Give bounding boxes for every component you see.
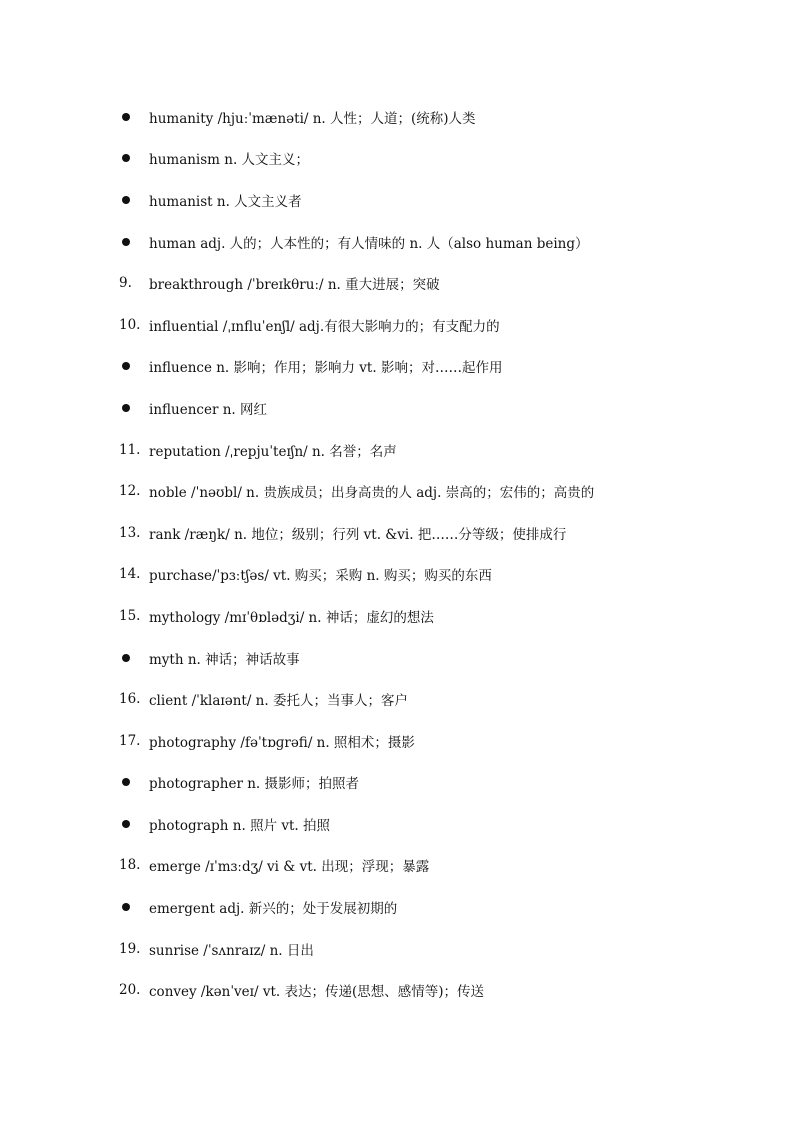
entry-number: 15. [119, 607, 141, 624]
bullet-icon [119, 113, 145, 121]
vocab-entry [0, 512, 794, 554]
entry-text: mythology /mɪˈθɒlədʒi/ n. 神话；虚幻的想法 [149, 609, 434, 626]
vocab-entry [0, 969, 794, 1011]
entry-number: 12. [119, 483, 141, 500]
bullet-dot-icon [122, 820, 130, 828]
vocab-entry [0, 928, 794, 970]
bullet-dot-icon [122, 238, 130, 246]
entry-text: client /ˈklaɪənt/ n. 委托人；当事人；客户 [149, 693, 408, 710]
vocab-entry [0, 845, 794, 887]
entry-text: humanity /hjuːˈmænəti/ n. 人性；人道；(统称)人类 [149, 110, 476, 127]
entry-text: influencer n. 网红 [149, 401, 267, 418]
entry-text: humanism n. 人文主义； [149, 152, 310, 169]
vocab-entry [0, 886, 794, 928]
vocab-entry [0, 179, 794, 221]
entry-number: 9. [119, 275, 132, 292]
entry-text: convey /kənˈveɪ/ vt. 表达；传递(思想、感情等)；传送 [149, 984, 484, 1001]
vocabulary-list [0, 96, 794, 1011]
vocab-entry [0, 595, 794, 637]
vocab-entry [0, 96, 794, 138]
entry-number: 19. [119, 940, 141, 957]
bullet-dot-icon [122, 654, 130, 662]
entry-number: 11. [119, 441, 141, 458]
entry-text: photographer n. 摄影师；拍照者 [149, 776, 360, 793]
vocab-entry [0, 762, 794, 804]
vocab-entry [0, 138, 794, 180]
vocab-entry [0, 678, 794, 720]
bullet-icon [119, 654, 145, 662]
entry-text: emerge /ɪˈmɜːdʒ/ vi & vt. 出现；浮现；暴露 [149, 859, 430, 876]
vocab-entry [0, 346, 794, 388]
vocab-entry [0, 554, 794, 596]
entry-text: photograph n. 照片 vt. 拍照 [149, 817, 330, 834]
entry-text: influence n. 影响；作用；影响力 vt. 影响；对……起作用 [149, 360, 503, 377]
vocab-entry [0, 429, 794, 471]
vocab-entry [0, 470, 794, 512]
bullet-dot-icon [122, 113, 130, 121]
entry-number: 16. [119, 691, 141, 708]
bullet-dot-icon [122, 196, 130, 204]
vocab-entry [0, 803, 794, 845]
entry-text: influential /ˌɪnfluˈenʃl/ adj.有很大影响力的；有支配力的 [149, 318, 500, 335]
bullet-icon [119, 154, 145, 162]
entry-text: myth n. 神话；神话故事 [149, 651, 300, 668]
entry-number: 17. [119, 732, 141, 749]
entry-text: breakthrough /ˈbreɪkθruː/ n. 重大进展；突破 [149, 277, 440, 294]
bullet-dot-icon [122, 362, 130, 370]
bullet-icon [119, 362, 145, 370]
entry-number: 14. [119, 566, 141, 583]
entry-number: 10. [119, 316, 141, 333]
entry-text: photography /fəˈtɒɡrəfi/ n. 照相术；摄影 [149, 734, 415, 751]
entry-text: emergent adj. 新兴的；处于发展初期的 [149, 901, 398, 918]
bullet-icon [119, 778, 145, 786]
vocab-entry [0, 262, 794, 304]
entry-text: purchase/ˈpɜːtʃəs/ vt. 购买；采购 n. 购买；购买的东西 [149, 568, 492, 585]
bullet-dot-icon [122, 404, 130, 412]
bullet-icon [119, 404, 145, 412]
vocab-entry [0, 387, 794, 429]
bullet-icon [119, 238, 145, 246]
entry-text: sunrise /ˈsʌnraɪz/ n. 日出 [149, 942, 314, 959]
entry-text: human adj. 人的；人本性的；有人情味的 n. 人（also human being） [149, 235, 589, 252]
entry-text: humanist n. 人文主义者 [149, 193, 302, 210]
bullet-icon [119, 820, 145, 828]
bullet-dot-icon [122, 154, 130, 162]
vocab-entry [0, 637, 794, 679]
entry-number: 13. [119, 524, 141, 541]
bullet-icon [119, 196, 145, 204]
bullet-icon [119, 903, 145, 911]
entry-text: rank /ræŋk/ n. 地位；级别；行列 vt. &vi. 把……分等级；使排成行 [149, 526, 567, 543]
vocab-entry [0, 304, 794, 346]
entry-number: 20. [119, 982, 141, 999]
entry-text: noble /ˈnəʊbl/ n. 贵族成员；出身高贵的人 adj. 崇高的；宏伟的；高贵的 [149, 485, 595, 502]
entry-text: reputation /ˌrepjuˈteɪʃn/ n. 名誉；名声 [149, 443, 397, 460]
bullet-dot-icon [122, 903, 130, 911]
entry-number: 18. [119, 857, 141, 874]
vocab-entry [0, 221, 794, 263]
bullet-dot-icon [122, 778, 130, 786]
vocab-entry [0, 720, 794, 762]
